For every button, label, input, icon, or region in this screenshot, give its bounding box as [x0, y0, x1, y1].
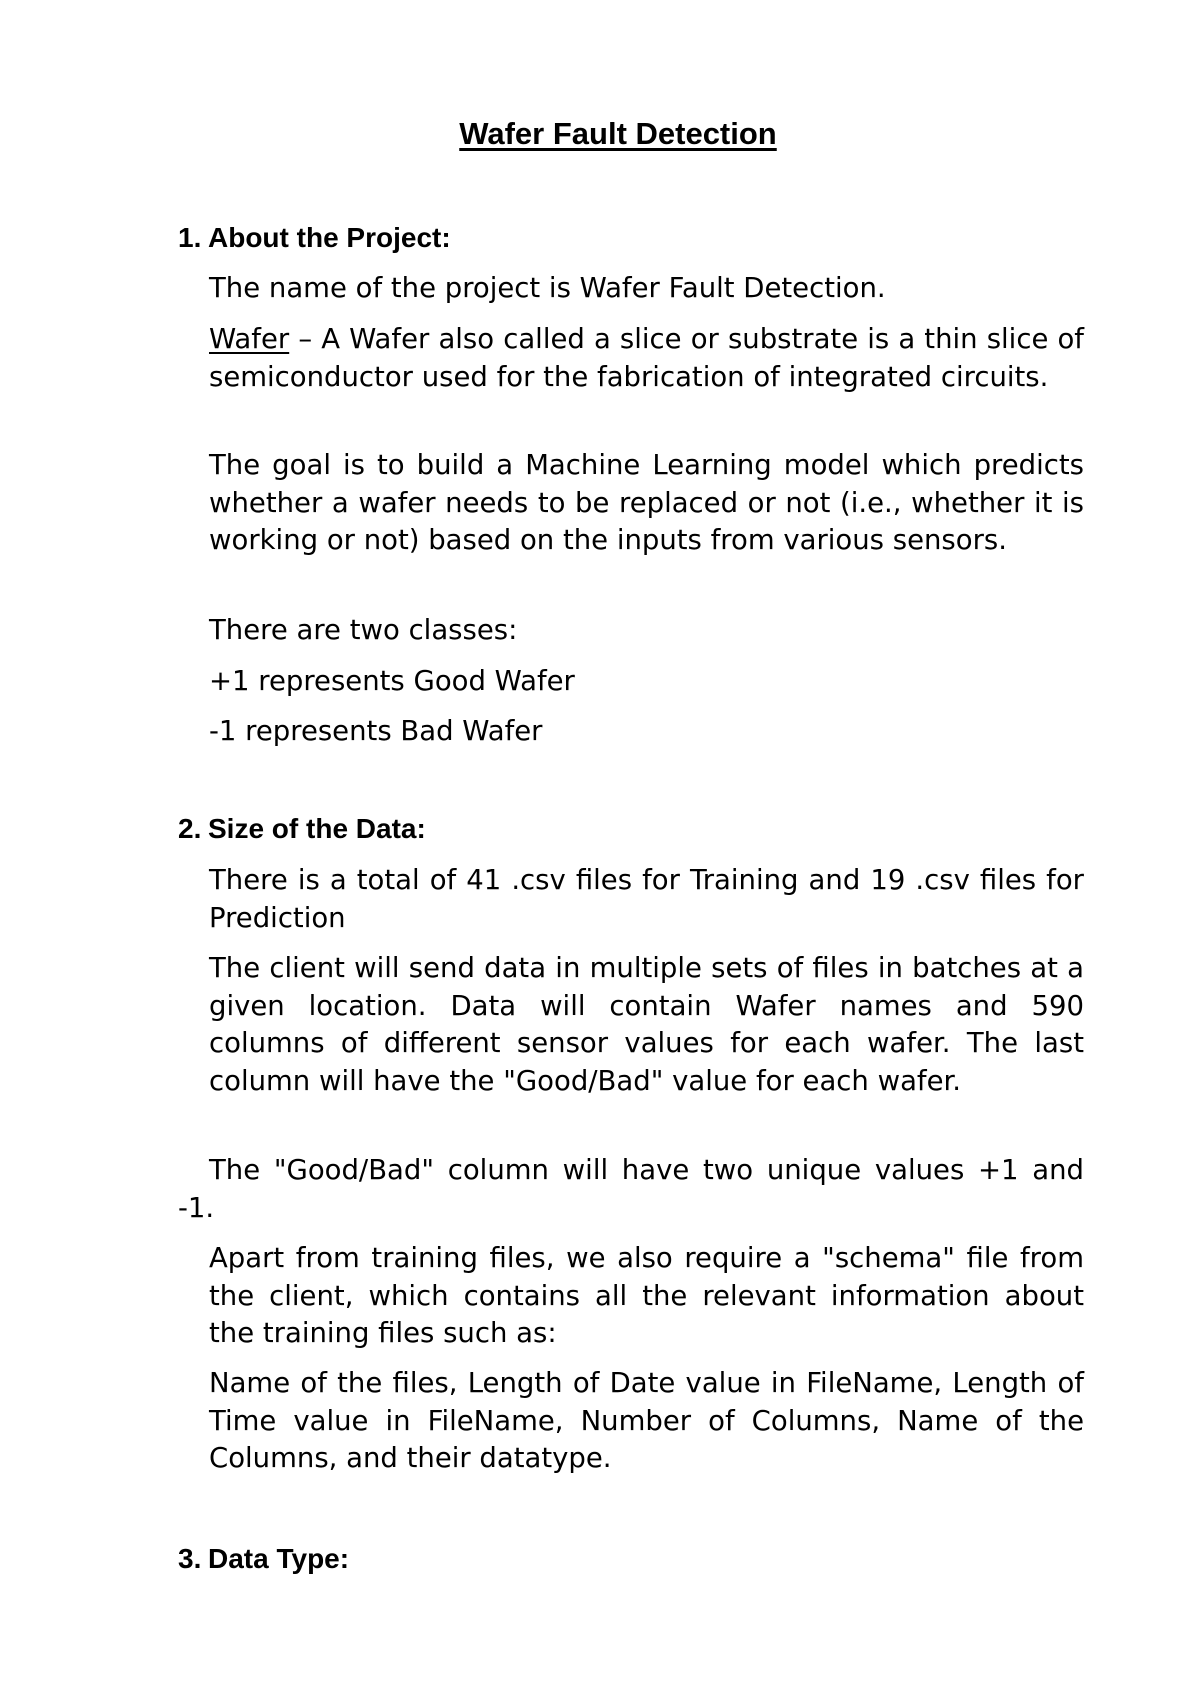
wafer-definition-text: – A Wafer also called a slice or substrate is a thin slice of semiconductor used for the fabrication of integrated circuits.: [209, 323, 1084, 393]
section-title: Size of the Data:: [208, 813, 426, 844]
section-heading-about-project: [178, 222, 451, 254]
section-heading-data-type: [178, 1543, 349, 1575]
paragraph-schema-file: Apart from training files, we also require a "schema" file from the client, which contains all the relevant information about the training files such as:: [209, 1242, 1084, 1349]
paragraph-client-data: The client will send data in multiple sets of files in batches at a given location. Data will contain Wafer names and 590 columns of different sensor values for each wafer. The last column will have the "Good/Bad" value for each wafer.: [209, 952, 1084, 1097]
section-title: About the Project:: [208, 222, 451, 253]
paragraph-project-name: The name of the project is Wafer Fault Detection.: [209, 272, 886, 304]
paragraph-wafer-definition: [209, 321, 1084, 396]
wafer-term: Wafer: [209, 323, 290, 355]
paragraph-file-counts: There is a total of 41 .csv files for Training and 19 .csv files for Prediction: [209, 864, 1084, 934]
paragraph-good-bad-column: The "Good/Bad" column will have two unique values +1 and -1.: [178, 1154, 1084, 1224]
section-heading-data-size: [178, 813, 426, 845]
section-number: 3.: [178, 1543, 202, 1574]
paragraph-project-goal: The goal is to build a Machine Learning model which predicts whether a wafer needs to be replaced or not (i.e., whether it is working or not) based on the inputs from various sensors.: [209, 449, 1084, 556]
paragraph-class-bad: -1 represents Bad Wafer: [209, 715, 543, 747]
paragraph-schema-contents: Name of the files, Length of Date value in FileName, Length of Time value in FileName, Number of Columns, Name of the Columns, and their datatype.: [209, 1367, 1084, 1474]
document-title: Wafer Fault Detection: [459, 116, 777, 151]
paragraph-classes-intro: There are two classes:: [209, 614, 518, 646]
section-title: Data Type:: [208, 1543, 350, 1574]
section-number: 1.: [178, 222, 202, 253]
paragraph-class-good: +1 represents Good Wafer: [209, 665, 575, 697]
section-number: 2.: [178, 813, 202, 844]
